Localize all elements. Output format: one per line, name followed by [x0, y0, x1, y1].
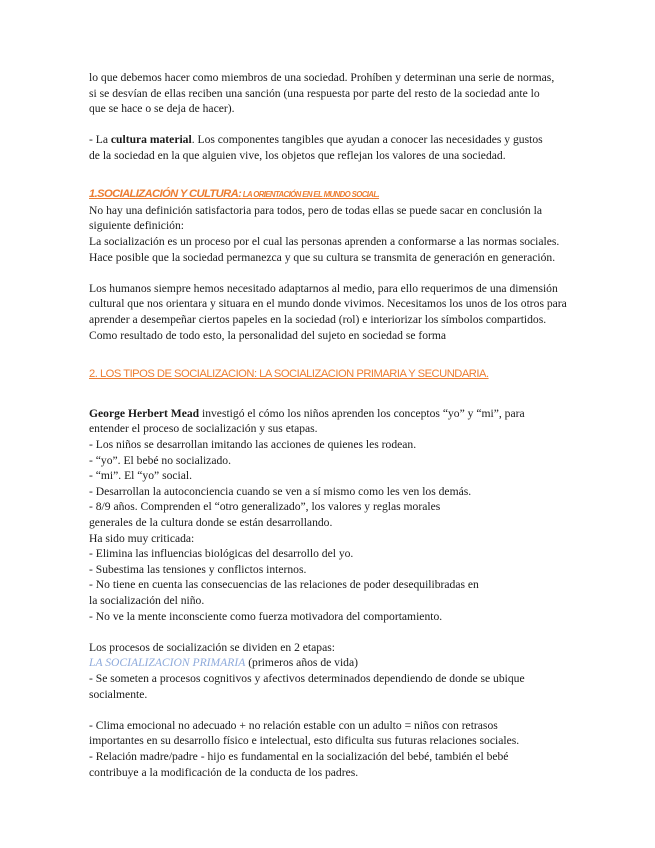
- final-line: - Clima emocional no adecuado + no relación estable con un adulto = niños con retrasos: [89, 718, 498, 732]
- section-2-line: la socialización del niño.: [89, 594, 205, 607]
- intro-line-3: que se hace o se deja de hacer).: [89, 102, 235, 116]
- section-1-line: No hay una definición satisfactoria para todos, pero de todas ellas se puede sacar en conclusión la: [89, 203, 542, 217]
- section-2-line: - Subestima las tensiones y conflictos internos.: [89, 562, 307, 576]
- section-1-line: siguiente definición:: [89, 219, 184, 233]
- section-1-line: La socialización es un proceso por el cual las personas aprenden a conformarse a las normas sociales.: [89, 234, 560, 248]
- section-1-para2-line: Como resultado de todo esto, la personalidad del sujeto en sociedad se forma: [89, 328, 447, 342]
- primaria-desc-line: - Se someten a procesos cognitivos y afectivos determinados dependiendo de donde se ubique: [89, 671, 525, 685]
- material-line-1: - La cultura material. Los componentes tangibles que ayudan a conocer las necesidades y gustos: [89, 133, 543, 147]
- material-line-2: de la sociedad en la que alguien vive, los objetos que reflejan los valores de una sociedad.: [89, 148, 506, 162]
- etapas-line: Los procesos de socialización se dividen en 2 etapas:: [89, 640, 335, 654]
- section-2-line: - “yo”. El bebé no socializado.: [89, 453, 231, 467]
- intro-line-1: lo que debemos hacer como miembros de una sociedad. Prohíben y determinan una serie de normas,: [89, 71, 555, 84]
- material-term: cultura material: [110, 133, 192, 147]
- mead-name: George Herbert Mead: [89, 406, 200, 420]
- section-1-heading: 1.SOCIALIZACIÓN Y CULTURA: LA ORIENTACIÓN EN EL MUNDO SOCIAL.: [89, 188, 380, 201]
- section-2-line: Ha sido muy criticada:: [89, 531, 195, 545]
- section-2-line: - No ve la mente inconsciente como fuerza motivadora del comportamiento.: [89, 609, 443, 623]
- section-2-line: entender el proceso de socialización y sus etapas.: [89, 422, 318, 436]
- document-page: [89, 70, 589, 780]
- section-1-para2-line: cultural que nos orientara y situara en el mundo donde vivimos. Necesitamos los unos de los otros para: [89, 297, 567, 311]
- section-2-heading: 2. LOS TIPOS DE SOCIALIZACION: LA SOCIALIZACION PRIMARIA Y SECUNDARIA.: [89, 367, 489, 380]
- section-1-para2-line: Los humanos siempre hemos necesitado adaptarnos al medio, para ello requerimos de una dimensión: [89, 281, 558, 295]
- primaria-line: LA SOCIALIZACION PRIMARIA (primeros años de vida): [89, 656, 358, 670]
- primaria-desc-line: socialmente.: [89, 687, 148, 701]
- section-2-line: - 8/9 años. Comprenden el “otro generalizado”, los valores y reglas morales: [89, 500, 441, 514]
- intro-line-2: si se desvían de ellas reciben una sanción (una respuesta por parte del resto de la sociedad ante lo: [89, 86, 540, 100]
- section-2-line: - No tiene en cuenta las consecuencias de las relaciones de poder desequilibradas en: [89, 578, 479, 592]
- section-2-line: - Desarrollan la autoconciencia cuando se ven a sí mismo como les ven los demás.: [89, 484, 472, 498]
- section-2-line: generales de la cultura donde se están desarrollando.: [89, 516, 333, 530]
- section-1-line: Hace posible que la sociedad permanezca y que su cultura se transmita de generación en generación.: [89, 250, 556, 264]
- section-2-line: - “mi”. El “yo” social.: [89, 469, 193, 483]
- section-2-line: - Elimina las influencias biológicas del desarrollo del yo.: [89, 547, 354, 561]
- section-2-line: - Los niños se desarrollan imitando las acciones de quienes les rodean.: [89, 438, 417, 452]
- final-line: importantes en su desarrollo físico e intelectual, esto dificulta sus futuras relaciones sociales.: [89, 734, 520, 748]
- final-line: contribuye a la modificación de la conducta de los padres.: [89, 765, 359, 779]
- mead-line: George Herbert Mead investigó el cómo los niños aprenden los conceptos “yo” y “mi”, para: [89, 406, 525, 420]
- final-line: - Relación madre/padre - hijo es fundamental en la socialización del bebé, también el bebé: [89, 749, 509, 763]
- primaria-label: LA SOCIALIZACION PRIMARIA: [89, 656, 246, 670]
- section-1-para2-line: aprender a desempeñar ciertos papeles en la sociedad (rol) e interiorizar los símbolos compartidos.: [89, 312, 547, 326]
